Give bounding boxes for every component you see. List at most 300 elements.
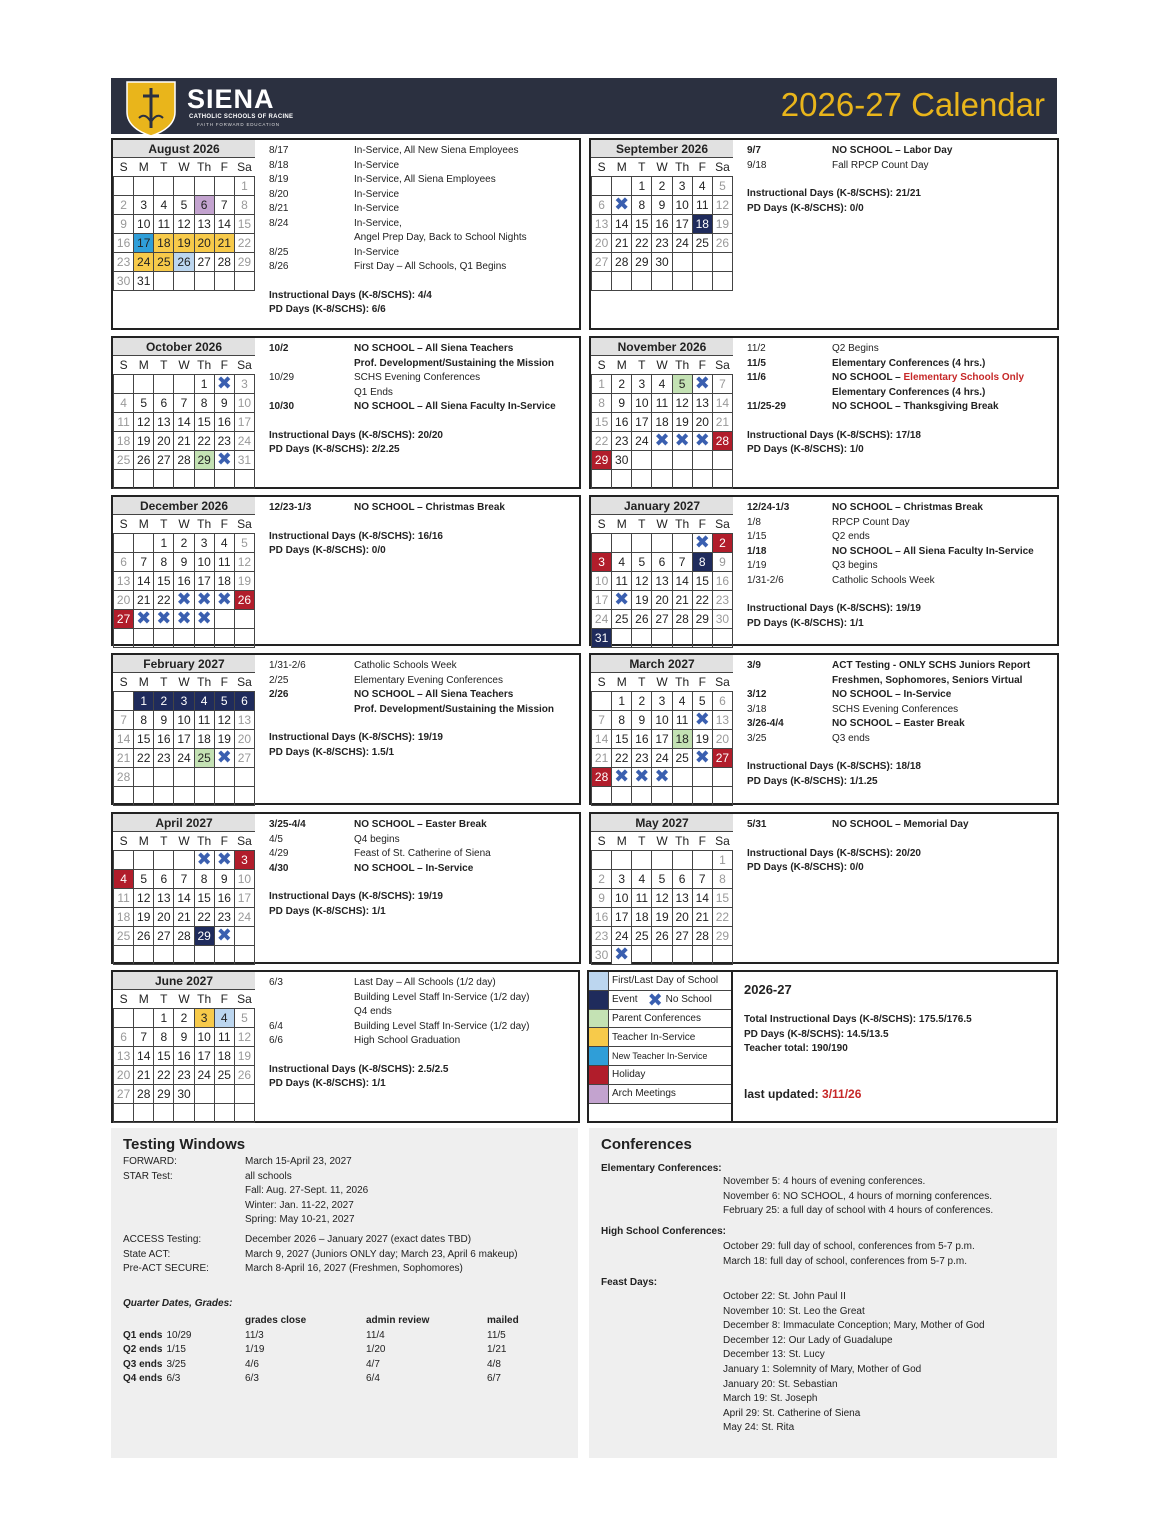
conference-line: March 19: St. Joseph bbox=[723, 1393, 818, 1405]
calendar-empty bbox=[134, 533, 154, 552]
calendar-day: 20 bbox=[652, 590, 672, 609]
legend-swatch bbox=[589, 1010, 609, 1028]
event-label: Catholic Schools Week bbox=[354, 660, 457, 671]
month-title: August 2026 bbox=[113, 140, 255, 158]
month-calendar bbox=[113, 140, 255, 291]
event-row bbox=[747, 659, 1030, 674]
calendar-day: 10 bbox=[672, 195, 692, 214]
spacer bbox=[269, 275, 527, 289]
calendar-day: 19 bbox=[234, 1046, 254, 1065]
calendar-day bbox=[214, 450, 234, 469]
calendar-day: 13 bbox=[692, 393, 712, 412]
month-title: March 2027 bbox=[591, 655, 733, 673]
weekday-header: M bbox=[612, 673, 632, 691]
event-text bbox=[354, 833, 491, 848]
calendar-day: 6 bbox=[154, 869, 174, 888]
calendar-day: 12 bbox=[712, 195, 732, 214]
event-row bbox=[269, 703, 554, 718]
calendar-empty bbox=[672, 450, 692, 469]
calendar-day bbox=[174, 590, 194, 609]
month-summary: PD Days (K-8/SCHS): 0/0 bbox=[747, 202, 864, 214]
calendar-day: 27 bbox=[194, 252, 214, 271]
calendar-day: 12 bbox=[134, 888, 154, 907]
calendar-day: 20 bbox=[114, 590, 134, 609]
calendar-empty bbox=[214, 786, 234, 805]
no-school-x-icon: ✖ bbox=[647, 989, 663, 1010]
legend-panel bbox=[587, 970, 1058, 1123]
event-row bbox=[747, 342, 1024, 357]
calendar-day: 24 bbox=[652, 748, 672, 767]
calendar-day: 2 bbox=[154, 691, 174, 710]
weekday-header: F bbox=[214, 356, 234, 374]
calendar-day: 24 bbox=[612, 926, 632, 945]
month-summary: Instructional Days (K-8/SCHS): 17/18 bbox=[747, 429, 921, 441]
calendar-empty bbox=[214, 945, 234, 964]
weekday-header: W bbox=[174, 158, 194, 176]
quarter-end-date: 1/15 bbox=[166, 1344, 186, 1356]
month-summary: Instructional Days (K-8/SCHS): 21/21 bbox=[747, 188, 921, 199]
month-calendar bbox=[591, 655, 733, 806]
calendar-day: 22 bbox=[234, 233, 254, 252]
calendar-empty bbox=[114, 850, 134, 869]
month-summary: PD Days (K-8/SCHS): 1/0 bbox=[747, 444, 864, 455]
calendar-day: 13 bbox=[712, 710, 732, 729]
testing-row bbox=[123, 1262, 573, 1277]
event-text bbox=[354, 357, 556, 372]
calendar-day bbox=[652, 431, 672, 450]
calendar-day: 21 bbox=[672, 590, 692, 609]
calendar-day: 20 bbox=[234, 729, 254, 748]
quarter-cell: 6/3 bbox=[245, 1373, 259, 1385]
event-row bbox=[747, 545, 1034, 560]
calendar-day: 29 bbox=[632, 252, 652, 271]
calendar-day: 25 bbox=[194, 748, 214, 767]
calendar-day: 27 bbox=[234, 748, 254, 767]
calendar-day: 4 bbox=[672, 691, 692, 710]
calendar-day: 13 bbox=[154, 412, 174, 431]
legend-swatch bbox=[589, 1085, 609, 1103]
calendar-day: 15 bbox=[612, 729, 632, 748]
calendar-day: 5 bbox=[692, 691, 712, 710]
weekday-header: Sa bbox=[234, 515, 254, 533]
calendar-empty bbox=[612, 850, 632, 869]
testing-label: FORWARD: bbox=[123, 1156, 177, 1167]
weekday-header: Sa bbox=[712, 356, 732, 374]
calendar-day: 1 bbox=[194, 374, 214, 393]
weekday-header: F bbox=[692, 515, 712, 533]
calendar-day: 23 bbox=[632, 748, 652, 767]
month-title: January 2027 bbox=[591, 497, 733, 515]
event-row bbox=[747, 818, 969, 833]
month-panel bbox=[111, 495, 581, 646]
event-text bbox=[354, 231, 527, 246]
calendar-day: 20 bbox=[592, 233, 612, 252]
calendar-grid bbox=[113, 158, 255, 291]
calendar-day: 23 bbox=[712, 590, 732, 609]
event-label: Angel Prep Day, Back to School Nights bbox=[354, 232, 527, 243]
quarter-table bbox=[123, 1314, 573, 1387]
calendar-day: 28 bbox=[692, 926, 712, 945]
calendar-day: 19 bbox=[134, 431, 154, 450]
calendar-day: 28 bbox=[214, 252, 234, 271]
event-row bbox=[269, 386, 556, 401]
calendar-day: 14 bbox=[174, 412, 194, 431]
calendar-day: 8 bbox=[712, 869, 732, 888]
legend-item bbox=[589, 1010, 731, 1029]
calendar-day: 8 bbox=[134, 710, 154, 729]
calendar-day: 30 bbox=[592, 945, 612, 964]
calendar-day: 21 bbox=[214, 233, 234, 252]
legend-item bbox=[589, 1047, 731, 1066]
calendar-day: 25 bbox=[612, 609, 632, 628]
calendar-day: 4 bbox=[612, 552, 632, 571]
calendar-day: 12 bbox=[234, 552, 254, 571]
calendar-day: 28 bbox=[174, 450, 194, 469]
calendar-day: 2 bbox=[612, 374, 632, 393]
calendar-day: 24 bbox=[672, 233, 692, 252]
calendar-empty bbox=[114, 786, 134, 805]
calendar-day: 19 bbox=[672, 412, 692, 431]
month-summary: Instructional Days (K-8/SCHS): 19/19 bbox=[747, 603, 921, 614]
month-summary: PD Days (K-8/SCHS): 6/6 bbox=[269, 304, 386, 315]
calendar-empty bbox=[632, 469, 652, 488]
event-row bbox=[747, 559, 1034, 574]
conference-line: April 29: St. Catherine of Siena bbox=[723, 1407, 861, 1419]
event-date: 5/31 bbox=[747, 819, 767, 830]
event-row bbox=[269, 260, 527, 275]
calendar-day: 12 bbox=[672, 393, 692, 412]
logo-name: SIENA bbox=[187, 84, 275, 114]
calendar-day: 5 bbox=[134, 393, 154, 412]
calendar-day: 7 bbox=[214, 195, 234, 214]
calendar-day: 11 bbox=[214, 552, 234, 571]
calendar-day: 11 bbox=[632, 888, 652, 907]
calendar-day: 25 bbox=[692, 233, 712, 252]
calendar-empty bbox=[652, 271, 672, 290]
calendar-grid bbox=[113, 356, 255, 489]
calendar-day: 5 bbox=[672, 374, 692, 393]
calendar-day bbox=[692, 431, 712, 450]
calendar-empty bbox=[154, 1103, 174, 1122]
feast-days-title: Feast Days: bbox=[601, 1277, 658, 1288]
month-summary: PD Days (K-8/SCHS): 0/0 bbox=[269, 545, 386, 556]
testing-row bbox=[123, 1213, 573, 1228]
calendar-empty bbox=[194, 767, 214, 786]
calendar-day: 18 bbox=[692, 214, 712, 233]
event-date: 1/15 bbox=[747, 531, 767, 542]
event-text bbox=[354, 501, 505, 516]
calendar-day: 28 bbox=[114, 767, 134, 786]
event-date: 8/26 bbox=[269, 261, 289, 272]
quarter-cell: 6/4 bbox=[366, 1373, 380, 1385]
calendar-day: 20 bbox=[154, 907, 174, 926]
weekday-header: Sa bbox=[712, 158, 732, 176]
event-row bbox=[269, 501, 505, 516]
calendar-day bbox=[612, 195, 632, 214]
calendar-empty bbox=[712, 469, 732, 488]
event-text bbox=[832, 530, 1034, 545]
calendar-day: 14 bbox=[672, 571, 692, 590]
calendar-day: 22 bbox=[134, 748, 154, 767]
calendar-empty bbox=[692, 271, 712, 290]
testing-value: all schools bbox=[245, 1170, 292, 1182]
testing-row bbox=[123, 1199, 573, 1214]
calendar-day: 2 bbox=[174, 1008, 194, 1027]
calendar-day: 23 bbox=[214, 907, 234, 926]
calendar-day: 5 bbox=[134, 869, 154, 888]
calendar-day: 16 bbox=[652, 214, 672, 233]
quarter-cell: 4/6 bbox=[245, 1358, 259, 1370]
calendar-day: 18 bbox=[214, 571, 234, 590]
calendar-day: 10 bbox=[194, 1027, 214, 1046]
conference-line: December 13: St. Lucy bbox=[723, 1349, 825, 1361]
month-calendar bbox=[113, 497, 255, 648]
calendar-day: 27 bbox=[672, 926, 692, 945]
calendar-day: 14 bbox=[134, 571, 154, 590]
event-date: 6/6 bbox=[269, 1035, 283, 1046]
event-label: NO SCHOOL – In-Service bbox=[832, 689, 952, 700]
events-list bbox=[747, 342, 1024, 458]
calendar-day: 1 bbox=[234, 176, 254, 195]
calendar-empty bbox=[214, 628, 234, 647]
event-row bbox=[747, 371, 1024, 386]
calendar-day: 3 bbox=[194, 1008, 214, 1027]
event-text bbox=[354, 188, 527, 203]
elem-conf-title: Elementary Conferences: bbox=[601, 1163, 722, 1174]
calendar-empty bbox=[214, 1084, 234, 1103]
calendar-day: 13 bbox=[114, 1046, 134, 1065]
calendar-empty bbox=[712, 252, 732, 271]
event-date: 1/19 bbox=[747, 560, 767, 571]
spacer bbox=[269, 876, 491, 890]
calendar-day: 1 bbox=[154, 1008, 174, 1027]
weekday-header: W bbox=[652, 356, 672, 374]
quarter-header bbox=[123, 1314, 245, 1329]
quarter-cell: 11/4 bbox=[366, 1329, 385, 1341]
calendar-empty bbox=[692, 469, 712, 488]
events-list bbox=[747, 818, 969, 876]
calendar-day: 11 bbox=[114, 412, 134, 431]
calendar-empty bbox=[612, 176, 632, 195]
calendar-day: 6 bbox=[234, 691, 254, 710]
calendar-day: 4 bbox=[194, 691, 214, 710]
calendar-empty bbox=[692, 786, 712, 805]
month-summary: Instructional Days (K-8/SCHS): 19/19 bbox=[269, 891, 443, 902]
weekday-header: W bbox=[652, 673, 672, 691]
logo-subtitle: CATHOLIC SCHOOLS OF RACINE bbox=[189, 114, 294, 120]
event-row bbox=[747, 144, 952, 159]
calendar-day: 13 bbox=[672, 888, 692, 907]
event-label: In-Service bbox=[354, 246, 400, 258]
month-calendar bbox=[591, 338, 733, 489]
calendar-empty bbox=[134, 469, 154, 488]
conferences-section bbox=[589, 1128, 1057, 1458]
weekday-header: F bbox=[692, 158, 712, 176]
spacer bbox=[269, 717, 554, 731]
calendar-day: 24 bbox=[174, 748, 194, 767]
calendar-day: 7 bbox=[672, 552, 692, 571]
weekday-header: F bbox=[692, 673, 712, 691]
events-list bbox=[747, 501, 1034, 631]
calendar-day: 31 bbox=[234, 450, 254, 469]
quarter-header-row bbox=[123, 1314, 573, 1329]
calendar-day: 8 bbox=[592, 393, 612, 412]
calendar-day: 29 bbox=[194, 450, 214, 469]
calendar-day: 18 bbox=[652, 412, 672, 431]
event-text bbox=[354, 400, 556, 415]
month-summary: Instructional Days (K-8/SCHS): 20/20 bbox=[269, 429, 443, 441]
event-label: Building Level Staff In-Service (1/2 day) bbox=[354, 991, 530, 1003]
legend-swatch bbox=[589, 991, 609, 1009]
calendar-day: 28 bbox=[174, 926, 194, 945]
calendar-day: 18 bbox=[114, 431, 134, 450]
calendar-day: 15 bbox=[592, 412, 612, 431]
event-row bbox=[269, 862, 491, 877]
event-label: Fall RPCP Count Day bbox=[832, 159, 929, 171]
quarter-name bbox=[123, 1329, 245, 1344]
calendar-day: 27 bbox=[154, 926, 174, 945]
calendar-empty bbox=[234, 609, 254, 628]
weekday-header: F bbox=[692, 832, 712, 850]
calendar-day: 8 bbox=[632, 195, 652, 214]
calendar-day: 17 bbox=[672, 214, 692, 233]
event-row bbox=[269, 991, 529, 1006]
calendar-day: 17 bbox=[234, 412, 254, 431]
calendar-day: 23 bbox=[652, 233, 672, 252]
calendar-day: 16 bbox=[214, 888, 234, 907]
calendar-day: 8 bbox=[194, 393, 214, 412]
calendar-day: 23 bbox=[612, 431, 632, 450]
weekday-header: T bbox=[154, 673, 174, 691]
weekday-header: M bbox=[612, 356, 632, 374]
event-label: NO SCHOOL – All Siena Faculty In-Service bbox=[832, 545, 1034, 557]
event-row bbox=[269, 847, 491, 862]
event-date bbox=[269, 386, 354, 401]
calendar-empty bbox=[154, 850, 174, 869]
calendar-day: 7 bbox=[592, 710, 612, 729]
event-row bbox=[747, 501, 1034, 516]
calendar-day bbox=[194, 609, 214, 628]
event-text bbox=[354, 217, 527, 232]
event-date: 9/7 bbox=[747, 145, 761, 156]
calendar-day: 14 bbox=[214, 214, 234, 233]
calendar-day: 14 bbox=[134, 1046, 154, 1065]
siena-shield-logo bbox=[125, 78, 177, 138]
weekday-header: F bbox=[214, 673, 234, 691]
event-row bbox=[269, 217, 527, 232]
event-date: 4/30 bbox=[269, 862, 289, 874]
calendar-day: 17 bbox=[194, 571, 214, 590]
calendar-day: 7 bbox=[114, 710, 134, 729]
calendar-day: 31 bbox=[592, 628, 612, 647]
weekday-header: S bbox=[114, 515, 134, 533]
month-panel bbox=[111, 336, 581, 489]
calendar-day: 17 bbox=[652, 729, 672, 748]
calendar-empty bbox=[174, 469, 194, 488]
calendar-day: 21 bbox=[692, 907, 712, 926]
testing-row bbox=[123, 1170, 573, 1185]
event-label: Elementary Evening Conferences bbox=[354, 674, 503, 686]
calendar-day: 13 bbox=[234, 710, 254, 729]
calendar-day: 9 bbox=[214, 393, 234, 412]
event-label: Prof. Development/Sustaining the Mission bbox=[354, 357, 555, 369]
weekday-header: W bbox=[174, 673, 194, 691]
quarter-name bbox=[123, 1358, 245, 1373]
conference-line: November 5: 4 hours of evening conferences. bbox=[723, 1176, 926, 1187]
calendar-day: 16 bbox=[174, 571, 194, 590]
calendar-day: 23 bbox=[592, 926, 612, 945]
quarter-cell: 6/7 bbox=[487, 1373, 501, 1385]
testing-row bbox=[123, 1184, 573, 1199]
calendar-empty bbox=[174, 628, 194, 647]
event-text bbox=[354, 173, 527, 188]
calendar-day: 9 bbox=[652, 195, 672, 214]
testing-label: STAR Test: bbox=[123, 1170, 173, 1182]
legend-label: Teacher In-Service bbox=[612, 1031, 696, 1043]
quarter-title: Quarter Dates, Grades: bbox=[123, 1298, 233, 1309]
calendar-day: 5 bbox=[652, 869, 672, 888]
quarter-cell: 1/20 bbox=[366, 1344, 386, 1356]
testing-title: Testing Windows bbox=[123, 1136, 246, 1153]
weekday-header: M bbox=[612, 832, 632, 850]
calendar-day: 18 bbox=[114, 907, 134, 926]
calendar-day bbox=[194, 850, 214, 869]
event-date: 1/8 bbox=[747, 516, 761, 528]
calendar-day: 19 bbox=[134, 907, 154, 926]
calendar-day: 30 bbox=[712, 609, 732, 628]
calendar-grid bbox=[113, 673, 255, 806]
event-label: ACT Testing - ONLY SCHS Juniors Report bbox=[832, 660, 1031, 671]
calendar-day: 16 bbox=[174, 1046, 194, 1065]
event-row bbox=[269, 159, 527, 174]
calendar-day bbox=[214, 590, 234, 609]
calendar-day: 4 bbox=[114, 869, 134, 888]
calendar-day: 26 bbox=[632, 609, 652, 628]
calendar-day: 11 bbox=[194, 710, 214, 729]
calendar-day: 10 bbox=[652, 710, 672, 729]
calendar-day: 22 bbox=[592, 431, 612, 450]
calendar-empty bbox=[114, 691, 134, 710]
calendar-empty bbox=[154, 786, 174, 805]
calendar-day: 18 bbox=[154, 233, 174, 252]
calendar-empty bbox=[592, 176, 612, 195]
calendar-empty bbox=[652, 850, 672, 869]
weekday-header: Th bbox=[672, 832, 692, 850]
event-date: 6/4 bbox=[269, 1020, 283, 1032]
event-text bbox=[354, 862, 491, 877]
weekday-header: Sa bbox=[234, 832, 254, 850]
calendar-day: 29 bbox=[234, 252, 254, 271]
calendar-day: 21 bbox=[114, 748, 134, 767]
legend-item bbox=[589, 972, 731, 991]
calendar-day: 19 bbox=[214, 729, 234, 748]
quarter-header: admin review bbox=[366, 1315, 430, 1326]
calendar-empty bbox=[114, 533, 134, 552]
calendar-empty bbox=[692, 450, 712, 469]
calendar-day: 19 bbox=[174, 233, 194, 252]
calendar-day: 30 bbox=[174, 1084, 194, 1103]
event-label: First Day – All Schools, Q1 Begins bbox=[354, 261, 507, 272]
weekday-header: Sa bbox=[234, 990, 254, 1008]
weekday-header: T bbox=[632, 515, 652, 533]
calendar-empty bbox=[692, 945, 712, 964]
event-row bbox=[269, 371, 556, 386]
calendar-day: 26 bbox=[652, 926, 672, 945]
calendar-day: 14 bbox=[114, 729, 134, 748]
month-summary: PD Days (K-8/SCHS): 0/0 bbox=[747, 862, 864, 873]
calendar-grid bbox=[591, 515, 733, 648]
event-date: 8/18 bbox=[269, 159, 289, 171]
